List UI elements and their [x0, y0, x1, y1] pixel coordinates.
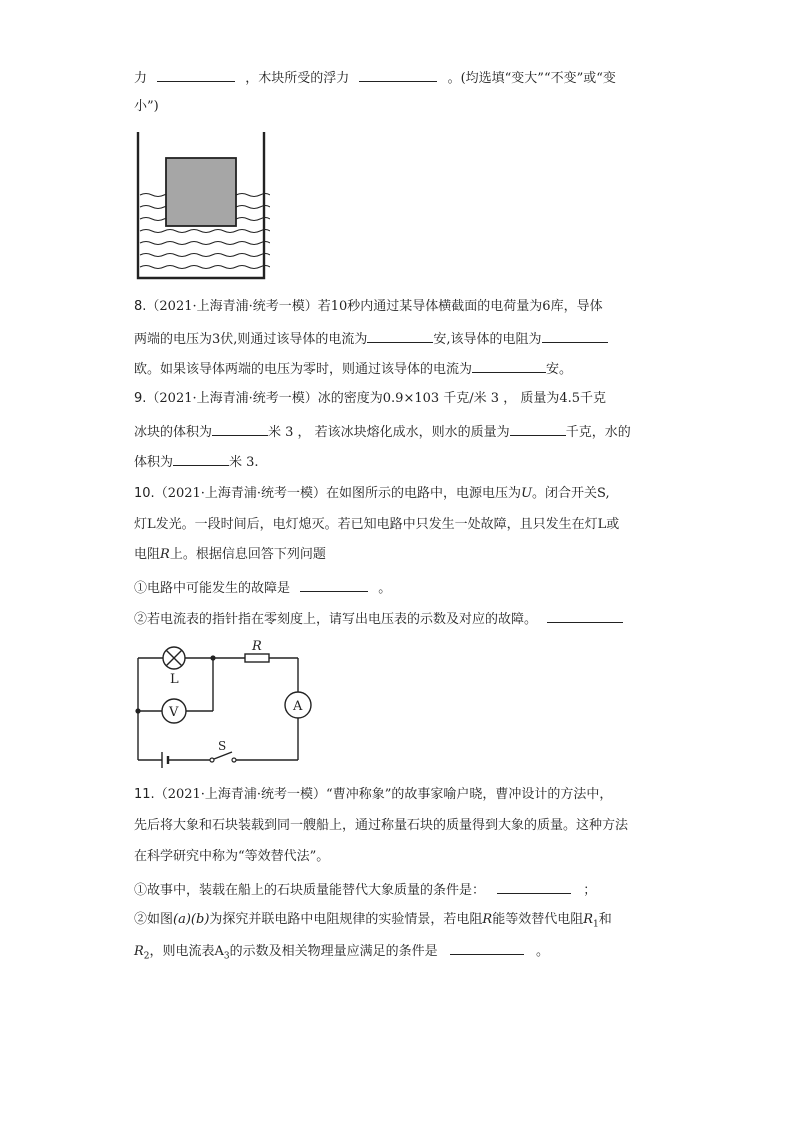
- q11-sub2: ②如图(a)(b)为探究并联电路中电阻规律的实验情景，若电阻R能等效替代电阻$R_1$和: [134, 912, 612, 930]
- answer-blank[interactable]: [157, 68, 235, 82]
- q7-line2: 小”): [134, 99, 159, 114]
- svg-text:S: S: [218, 739, 227, 753]
- battery-icon: [162, 752, 168, 768]
- answer-blank[interactable]: [510, 422, 566, 436]
- q11-line3: 在科学研究中称为“等效替代法”。: [134, 849, 330, 864]
- junction-dot: [210, 655, 215, 660]
- q9-line3: 体积为 米 3.: [134, 452, 259, 472]
- ammeter-A: [285, 692, 311, 718]
- circuit-diagram: [130, 636, 320, 768]
- beaker-figure: [134, 130, 270, 282]
- lamp-L: [163, 647, 185, 687]
- answer-blank[interactable]: [547, 609, 623, 623]
- q10-line3: 电阻R上。根据信息回答下列问题: [134, 547, 326, 562]
- q10-line1: 10.（2021·上海青浦·统考一模）在如图所示的电路中，电源电压为U。闭合开关S,: [134, 486, 610, 501]
- q8-line1: 8.（2021·上海青浦·统考一模）若10秒内通过某导体横截面的电荷量为6库，导体: [134, 299, 603, 314]
- svg-text:A: A: [293, 699, 303, 714]
- resistor-R: [245, 639, 269, 662]
- answer-blank[interactable]: [542, 329, 608, 343]
- switch-S: [210, 739, 236, 762]
- wooden-block: [166, 158, 236, 226]
- answer-blank[interactable]: [367, 329, 433, 343]
- answer-blank[interactable]: [472, 359, 546, 373]
- svg-text:L: L: [170, 672, 179, 687]
- answer-blank[interactable]: [173, 452, 229, 466]
- answer-blank[interactable]: [497, 880, 571, 894]
- q7-line1: 力 ，木块所受的浮力 。(均选填“变大”“不变”或“变: [134, 68, 616, 88]
- q11-sub1: ①故事中，装载在船上的石块质量能替代大象质量的条件是： ；: [134, 880, 596, 900]
- answer-blank[interactable]: [450, 941, 524, 955]
- q11-line1: 11.（2021·上海青浦·统考一模）“曹冲称象”的故事家喻户晓，曹冲设计的方法中，: [134, 787, 613, 802]
- q11-line2: 先后将大象和石块装载到同一艘船上，通过称量石块的质量得到大象的质量。这种方法: [134, 818, 629, 833]
- voltmeter-V: [162, 699, 186, 723]
- junction-dot: [135, 708, 140, 713]
- svg-text:V: V: [169, 705, 179, 720]
- answer-blank[interactable]: [212, 422, 268, 436]
- q8-line3: 欧。如果该导体两端的电压为零时，则通过该导体的电流为 安。: [134, 359, 572, 379]
- answer-blank[interactable]: [300, 578, 368, 592]
- q10-line2: 灯L发光。一段时间后，电灯熄灭。若已知电路中只发生一处故障，且只发生在灯L或: [134, 517, 620, 532]
- q8-line2: 两端的电压为3伏,则通过该导体的电流为 安,该导体的电阻为: [134, 329, 608, 349]
- q10-sub2: ②若电流表的指针指在零刻度上，请写出电压表的示数及对应的故障。: [134, 609, 623, 629]
- q10-sub1: ①电路中可能发生的故障是 。: [134, 578, 391, 598]
- answer-blank[interactable]: [359, 68, 437, 82]
- q9-line1: 9.（2021·上海青浦·统考一模）冰的密度为0.9×103 千克/米 3 ， 质量为4.5千克: [134, 391, 607, 406]
- q9-line2: 冰块的体积为 米 3 ， 若该冰块熔化成水，则水的质量为 千克，水的: [134, 422, 631, 442]
- svg-text:R: R: [252, 639, 262, 654]
- q11-line-last: $R_2$，则电流表$A_3$的示数及相关物理量应满足的条件是 。: [134, 941, 549, 966]
